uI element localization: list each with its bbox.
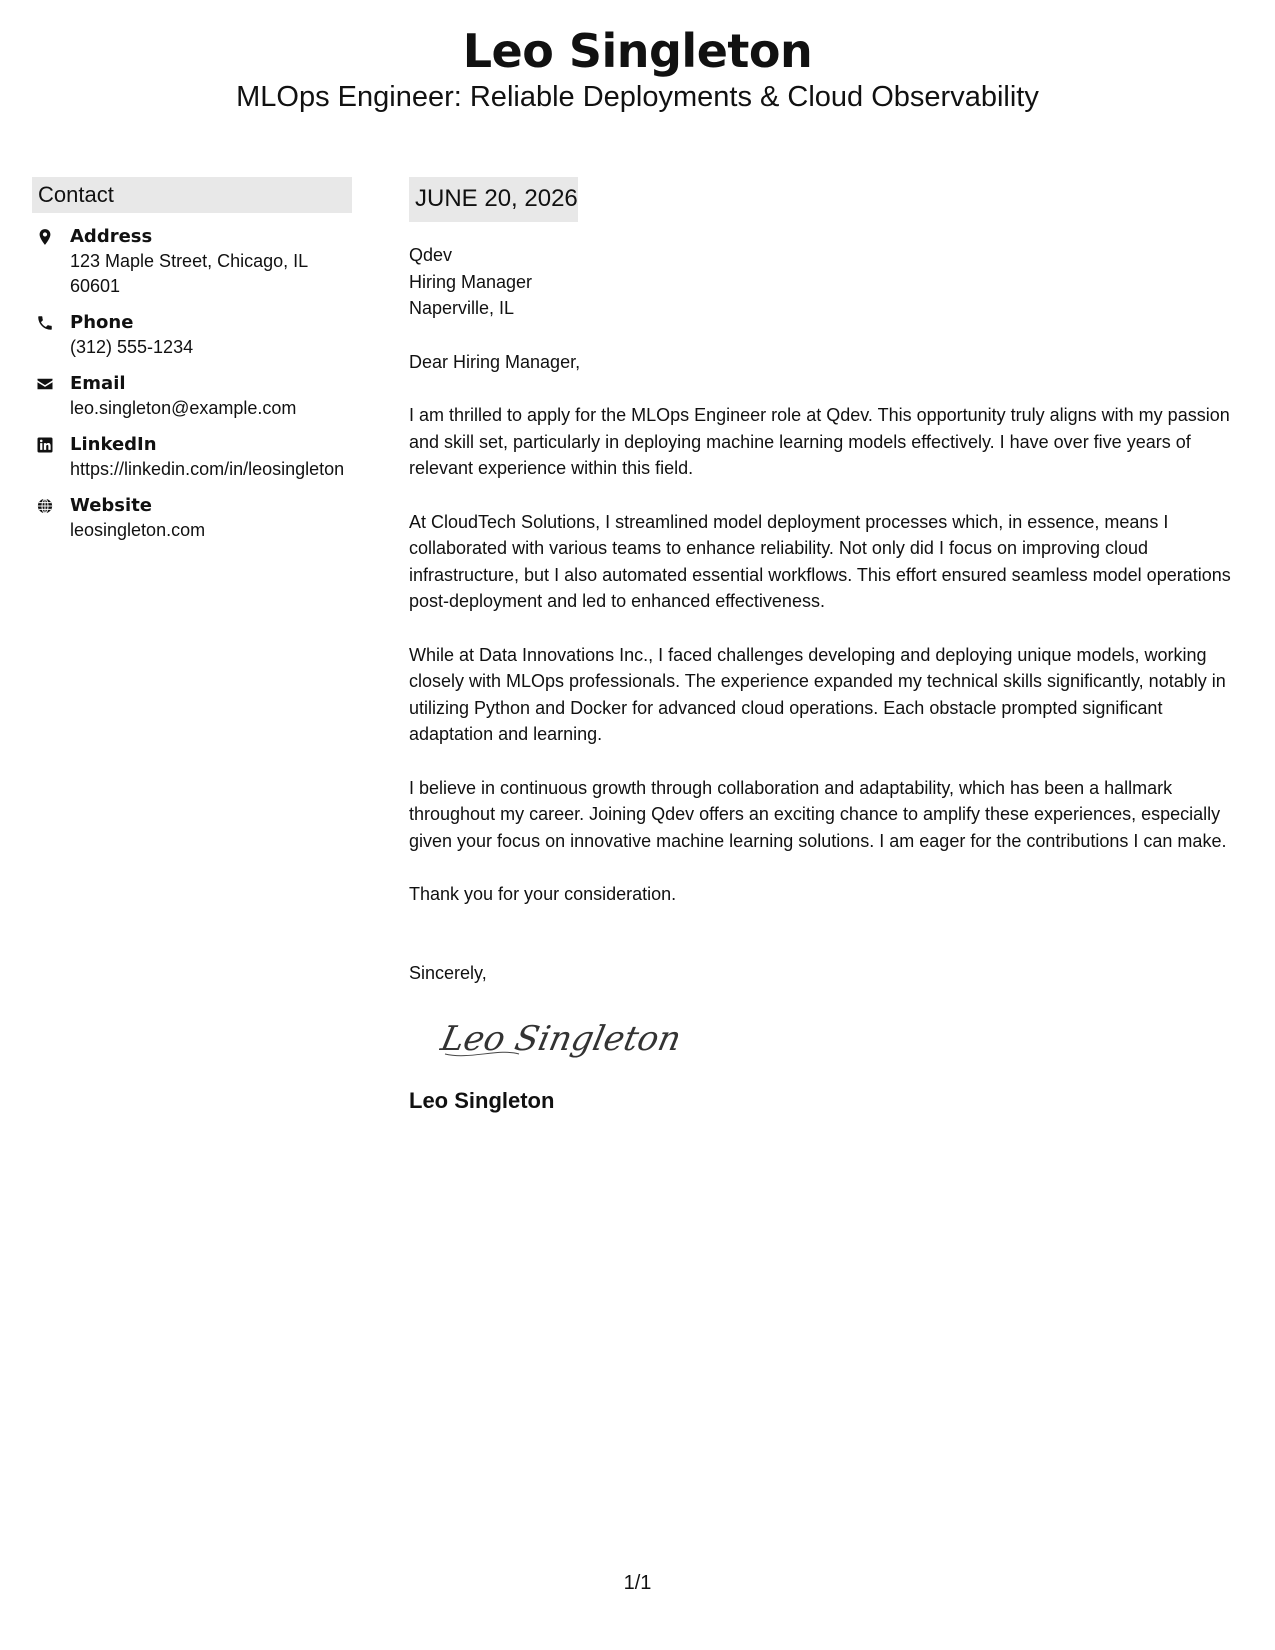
greeting: Dear Hiring Manager, — [409, 351, 581, 372]
linkedin-icon — [32, 433, 70, 454]
phone-value: (312) 555-1234 — [70, 337, 194, 357]
contact-item-phone — [32, 311, 352, 360]
address-value: 123 Maple Street, Chicago, IL 60601 — [70, 251, 308, 296]
letter-body — [409, 177, 1249, 1115]
applicant-name: Leo Singleton — [462, 24, 813, 78]
page-number: 1/1 — [623, 1572, 652, 1594]
contact-item-address — [32, 225, 352, 299]
recipient-company: Qdev — [409, 245, 453, 265]
handwritten-signature — [439, 1004, 1249, 1074]
contact-item-linkedin — [32, 433, 352, 482]
contact-label: Address — [70, 226, 153, 247]
contact-label: LinkedIn — [70, 434, 157, 455]
email-link[interactable]: leo.singleton@example.com — [70, 398, 297, 418]
recipient-block — [409, 242, 1249, 322]
contact-label: Website — [70, 495, 153, 516]
svg-text:Leo Singleton: Leo Singleton — [439, 1019, 679, 1059]
envelope-icon — [32, 372, 70, 393]
body-paragraph: At CloudTech Solutions, I streamlined model deployment processes which, in essence, means I collaborated with various teams to enhance reliability. Not only did I focus on improving cloud infrastructure, but I also automated essential workflows. This effort ensured seamless model operations post-deployment and led to enhanced effectiveness. — [409, 511, 1231, 611]
body-paragraph: While at Data Innovations Inc., I faced challenges developing and deploying unique models, working closely with MLOps professionals. The experience expanded my technical skills significantly, notably in utilizing Python and Docker for advanced cloud operations. Each obstacle prompted significant adaptation and learning. — [409, 644, 1226, 744]
thank-you-line: Thank you for your consideration. — [409, 884, 677, 904]
contact-list — [32, 225, 352, 543]
map-pin-icon — [32, 225, 70, 246]
contact-sidebar — [32, 177, 352, 555]
contact-item-website — [32, 494, 352, 543]
recipient-location: Naperville, IL — [409, 298, 515, 318]
phone-icon — [32, 311, 70, 332]
contact-label: Phone — [70, 312, 134, 333]
website-link[interactable]: leosingleton.com — [70, 520, 206, 540]
recipient-title: Hiring Manager — [409, 271, 533, 292]
globe-icon — [32, 494, 70, 515]
signer-name: Leo Singleton — [409, 1088, 555, 1113]
contact-label: Email — [70, 373, 126, 394]
body-paragraph: I am thrilled to apply for the MLOps Engineer role at Qdev. This opportunity truly aligns with my passion and skill set, particularly in deploying machine learning models effectively. I have over five years of relevant experience within this field. — [409, 405, 1230, 478]
applicant-headline: MLOps Engineer: Reliable Deployments & Cloud Observability — [236, 81, 1039, 113]
body-paragraph: I believe in continuous growth through collaboration and adaptability, which has been a hallmark throughout my career. Joining Qdev offers an exciting chance to amplify these experiences, especially given your focus on innovative machine learning solutions. I am eager for the contributions I can make. — [409, 777, 1227, 851]
contact-section-title: Contact — [32, 177, 352, 213]
letter-header — [0, 22, 1275, 114]
contact-item-email — [32, 372, 352, 421]
linkedin-link[interactable]: https://linkedin.com/in/leosingleton — [70, 459, 345, 479]
letter-date: JUNE 20, 2026 — [409, 177, 578, 222]
closing: Sincerely, — [409, 962, 487, 983]
